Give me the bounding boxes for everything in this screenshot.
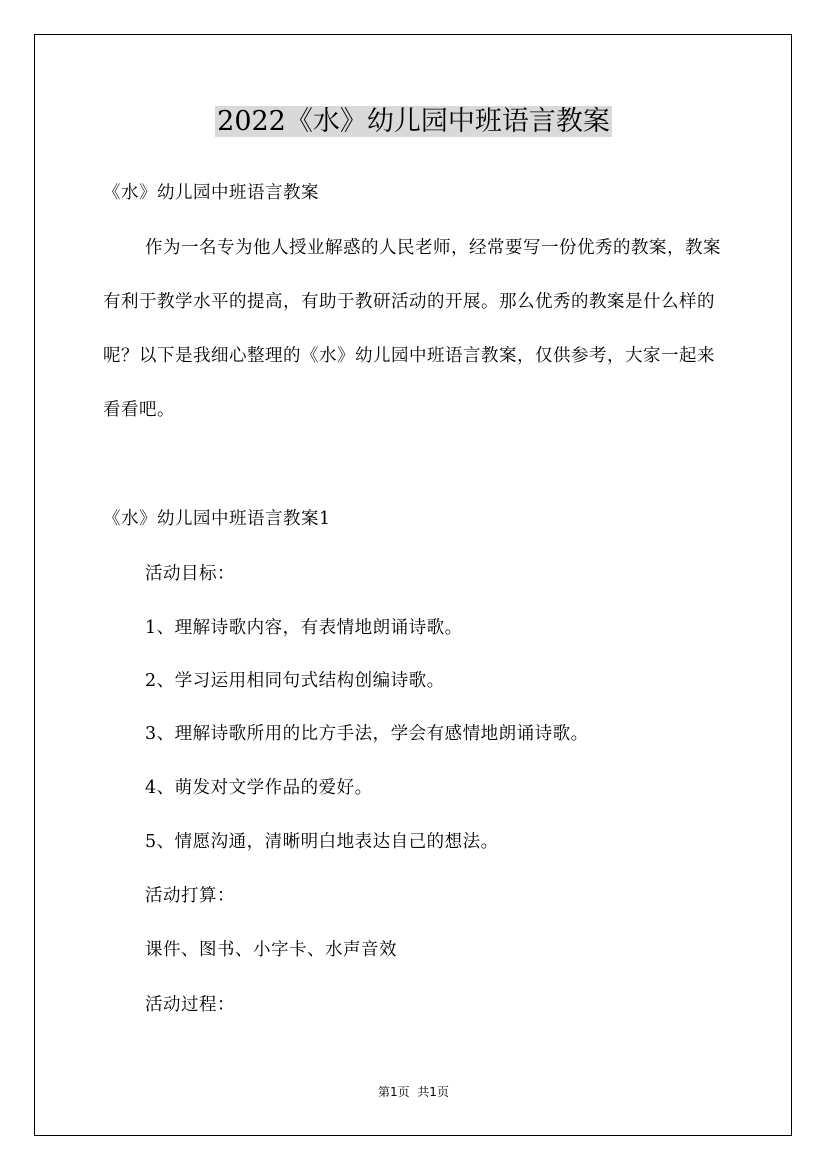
goal-item: 1、理解诗歌内容，有表情地朗诵诗歌。 [145,618,463,638]
goal-item: 2、学习运用相同句式结构创编诗歌。 [145,671,445,691]
goal-item: 3、理解诗歌所用的比方手法，学会有感情地朗诵诗歌。 [145,724,589,744]
goal-item: 4、萌发对文学作品的爱好。 [145,778,373,798]
prep-label: 活动打算： [145,886,235,906]
prep-items: 课件、图书、小字卡、水声音效 [145,940,397,960]
goal-item: 5、情愿沟通，清晰明白地表达自己的想法。 [145,832,499,852]
process-label: 活动过程： [145,995,235,1015]
goals-label: 活动目标： [145,564,235,584]
page-footer: 第1页 共1页 [378,1085,449,1099]
intro-paragraph: 作为一名专为他人授业解惑的人民老师，经常要写一份优秀的教案，教案有利于教学水平的提高，有助于教研活动的开展。那么优秀的教案是什么样的呢？以下是我细心整理的《水》幼儿园中班语言教案，仅供参考，大家一起来看看吧。 [103,238,721,420]
section-heading: 《水》幼儿园中班语言教案1 [103,509,331,529]
document-title: 2022《水》幼儿园中班语言教案 [217,106,610,137]
document-subtitle: 《水》幼儿园中班语言教案 [103,183,319,203]
